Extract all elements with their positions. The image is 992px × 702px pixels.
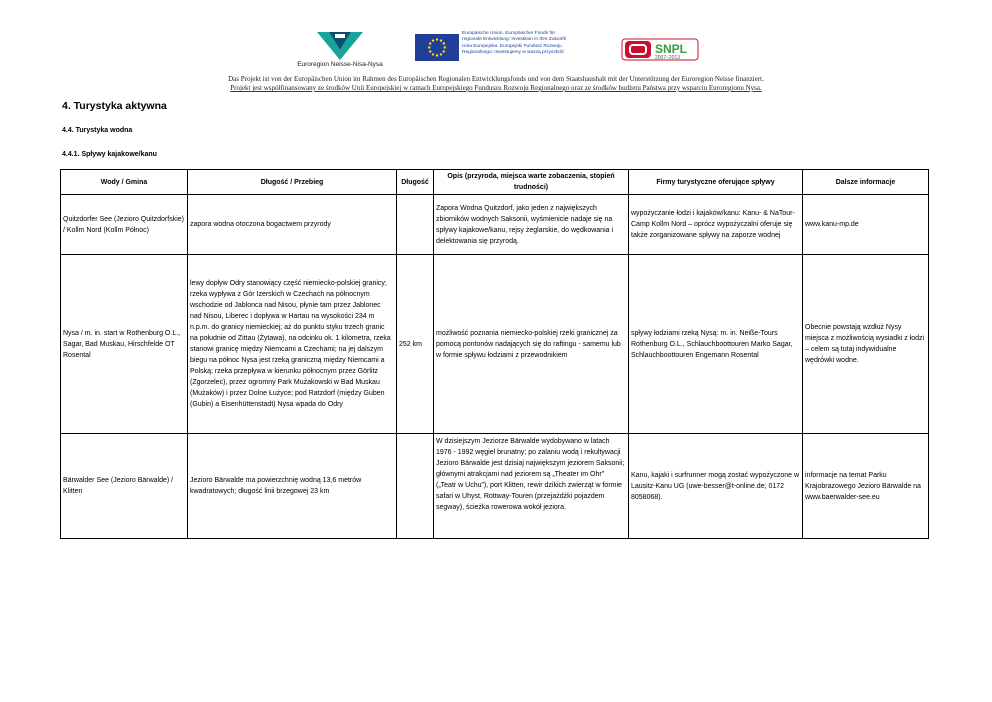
- eu-flag-icon: [415, 34, 459, 61]
- snpl-label: SNPL: [655, 42, 688, 56]
- cell-info: www.kanu-mp.de: [803, 195, 929, 255]
- cell-length: 252 km: [397, 255, 434, 434]
- eu-text-line: Unia Europejska. Europejski Fundusz Rozwoju: [462, 43, 562, 49]
- column-header-length: Długość: [397, 170, 434, 195]
- table-row: [61, 434, 929, 539]
- subsubsection-heading: 4.4.1. Spływy kajakowe/kanu: [62, 151, 157, 158]
- cell-companies: spływy łodziami rzeką Nysą: m. in. Neiße-Tours Rothenburg O.L., Schlauchboottouren Marko Sagar, Schlauchboottouren Engemann Rosental: [629, 255, 803, 434]
- cell-description: Zapora Wodna Quitzdorf, jako jeden z największych zbiorników wodnych Saksonii, wyśmienicie nadaje się na spływy kajakowe/kanu, rejsy żeglarskie, do wędkowania i delektowania się przyrodą.: [434, 195, 629, 255]
- eu-text-line: Regionalnego: Inwestujemy w waszą przyszłość: [462, 49, 565, 55]
- table-header-row: [61, 170, 929, 195]
- table-row: [61, 255, 929, 434]
- column-header-water: Wody / Gmina: [61, 170, 188, 195]
- funding-statement: [160, 75, 832, 93]
- eu-funding-text: [462, 31, 612, 56]
- funding-pl: Projekt jest współfinansowany ze środków Unii Europejskiej w ramach Europejskiego Funduszu Rozwoju Regionalnego oraz ze środków budżetu Państwa przy wsparciu Euroregionu Nysa.: [230, 84, 762, 92]
- cell-water: Quitzdorfer See (Jezioro Quitzdorfskie) / Kollm Nord (Kollm Północ): [61, 195, 188, 255]
- column-header-description: Opis (przyroda, miejsca warte zobaczenia, stopień trudności): [434, 170, 629, 195]
- column-header-info: Dalsze informacje: [803, 170, 929, 195]
- snpl-years: 2007–2013: [655, 55, 681, 61]
- cell-info: Obecnie powstają wzdłuż Nysy miejsca z możliwością wysiadki z łodzi – celem są tutaj indywidualne wędrówki wodne.: [803, 255, 929, 434]
- cell-info: informacje na temat Parku Krajobrazowego Jezioro Bärwalde na www.baerwalder-see.eu: [803, 434, 929, 539]
- column-header-route: Długość / Przebieg: [188, 170, 397, 195]
- euroregion-logo: [285, 28, 395, 72]
- cell-water: Nysa / m. in. start w Rothenburg O.L., Sagar, Bad Muskau, Hirschfelde OT Rosental: [61, 255, 188, 434]
- section-heading: 4. Turystyka aktywna: [62, 100, 167, 112]
- funding-de: Das Projekt ist von der Europäischen Union im Rahmen des Europäischen Regionalen Entwicklungsfonds und von dem Staatshaushalt mit der Unterstützung der Euroregion Neisse finanziert.: [228, 75, 764, 83]
- cell-length: [397, 195, 434, 255]
- cell-route: Jezioro Bärwalde ma powierzchnię wodną 13,6 metrów kwadratowych; długość linii brzegowej 23 km: [188, 434, 397, 539]
- subsection-heading: 4.4. Turystyka wodna: [62, 127, 133, 134]
- column-header-companies: Firmy turystyczne oferujące spływy: [629, 170, 803, 195]
- cell-companies: wypożyczanie łodzi i kajaków/kanu: Kanu- & NaTour-Camp Kollm Nord – oprócz wypożyczalni oferuje się także zorganizowane spływy na zaporze wodnej: [629, 195, 803, 255]
- euroregion-caption: Euroregion Neisse-Nisa-Nysa: [297, 61, 383, 68]
- cell-water: Bärwalder See (Jezioro Bärwalde) / Klitten: [61, 434, 188, 539]
- table-row: [61, 195, 929, 255]
- eu-text-line: regionale Entwicklung: Investition in Ihre Zukunft/: [462, 37, 567, 43]
- cell-route: lewy dopływ Odry stanowiący część niemiecko-polskiej granicy; rzeka wypływa z Gór Izerskich w Czechach na północnym wschodzie od Jablonca nad Nisou, płynie tam przez Jablonec nad Nisou, Liberec i dopływa w Hartau na wysokości 234 m n.p.m. do granicy niemieckiej; aż do punktu styku trzech granic na południe od Zittau (Żytawa), na odcinku ok. 1 kilometra, rzeka stanowi granicę między Niemcami a Czechami; na jej dalszym biegu na północ Nysa jest rzeką graniczną między Niemcami a Polską; rzeka przepływa w kierunku północnym przez Görlitz (Zgorzelec), przez ogromny Park Mużakowski w Bad Muskau (Mużaków) i przez Dolne Łużyce; pod Ratzdorf (między Guben (Gubin) a Eisenhüttenstadt) Nysa wpada do Odry: [188, 255, 397, 434]
- cell-description: W dzisiejszym Jeziorze Bärwalde wydobywano w latach 1976 - 1992 węgiel brunatny; po zalaniu wodą i rekultywacji Jezioro Bärwalde jest dzisiaj największym jeziorem Saksonii; głównymi atrakcjami nad jeziorem są „Theater im Ohr” („Teatr w Uchu”), port Klitten, rewir dzikich zwierząt w formie safari w Uhyst, Rottway-Touren (przejażdżki pojazdem segway), ścieżka rowerowa wokół jeziora.: [434, 434, 629, 539]
- cell-companies: Kanu, kajaki i surfrunner mogą zostać wypożyczone w Lausitz-Kanu UG (uwe-besser@t-online.de; 0172 8058068).: [629, 434, 803, 539]
- cell-description: możliwość poznania niemiecko-polskiej rzeki granicznej za pomocą pontonów nadających się do raftingu - samemu lub w formie spływu łodziami z przewodnikiem: [434, 255, 629, 434]
- kayak-routes-table: [60, 169, 929, 539]
- euroregion-emblem-icon: [285, 28, 395, 62]
- cell-length: [397, 434, 434, 539]
- eu-text-line: Europäische Union. Europäischer Fonds für: [462, 31, 556, 36]
- cell-route: zapora wodna otoczona bogactwem przyrody: [188, 195, 397, 255]
